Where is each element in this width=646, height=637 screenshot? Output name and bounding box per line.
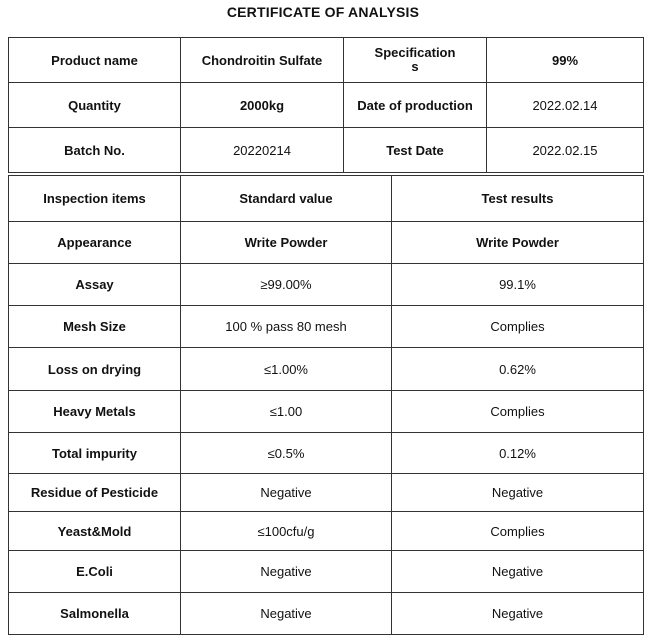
column-header-results: Test results [392,176,644,222]
date-of-production-label: Date of production [344,83,487,128]
table-row [9,348,644,391]
inspection-header-row [9,176,644,222]
standard-value-cell: ≤1.00 [181,391,392,433]
test-result-cell: 0.12% [392,433,644,474]
column-header-items: Inspection items [9,176,181,222]
inspection-item-cell: Yeast&Mold [9,512,181,551]
product-name-label: Product name [9,38,181,83]
product-name-value: Chondroitin Sulfate [181,38,344,83]
quantity-value: 2000kg [181,83,344,128]
table-row [9,264,644,306]
inspection-item-cell: Assay [9,264,181,306]
test-result-cell: 0.62% [392,348,644,391]
test-result-cell: Negative [392,551,644,593]
product-info-table [8,37,644,173]
test-result-cell: Complies [392,391,644,433]
inspection-item-cell: Residue of Pesticide [9,474,181,512]
test-date-label: Test Date [344,128,487,173]
test-result-cell: Write Powder [392,222,644,264]
inspection-table-body [9,176,644,635]
inspection-item-cell: Heavy Metals [9,391,181,433]
specification-value: 99% [487,38,644,83]
batch-label: Batch No. [9,128,181,173]
standard-value-cell: ≥99.00% [181,264,392,306]
inspection-item-cell: Appearance [9,222,181,264]
inspection-table [8,175,644,635]
inspection-item-cell: Total impurity [9,433,181,474]
quantity-row [9,83,644,128]
standard-value-cell: ≤100cfu/g [181,512,392,551]
table-row [9,433,644,474]
batch-row [9,128,644,173]
test-date-value: 2022.02.15 [487,128,644,173]
test-result-cell: Complies [392,306,644,348]
test-result-cell: Complies [392,512,644,551]
product-row [9,38,644,83]
date-of-production-value: 2022.02.14 [487,83,644,128]
specification-label-text: Specifications [374,45,456,74]
test-result-cell: 99.1% [392,264,644,306]
standard-value-cell: ≤1.00% [181,348,392,391]
specification-label [344,38,487,83]
standard-value-cell: 100 % pass 80 mesh [181,306,392,348]
standard-value-cell: Negative [181,551,392,593]
batch-value: 20220214 [181,128,344,173]
quantity-label: Quantity [9,83,181,128]
table-row [9,391,644,433]
table-row [9,593,644,635]
table-row [9,474,644,512]
inspection-item-cell: Mesh Size [9,306,181,348]
inspection-item-cell: E.Coli [9,551,181,593]
standard-value-cell: Negative [181,593,392,635]
column-header-standard: Standard value [181,176,392,222]
table-row [9,512,644,551]
document-title: CERTIFICATE OF ANALYSIS [226,4,420,20]
table-row [9,306,644,348]
inspection-item-cell: Salmonella [9,593,181,635]
inspection-item-cell: Loss on drying [9,348,181,391]
test-result-cell: Negative [392,593,644,635]
test-result-cell: Negative [392,474,644,512]
table-row [9,551,644,593]
standard-value-cell: Write Powder [181,222,392,264]
table-row [9,222,644,264]
standard-value-cell: ≤0.5% [181,433,392,474]
standard-value-cell: Negative [181,474,392,512]
